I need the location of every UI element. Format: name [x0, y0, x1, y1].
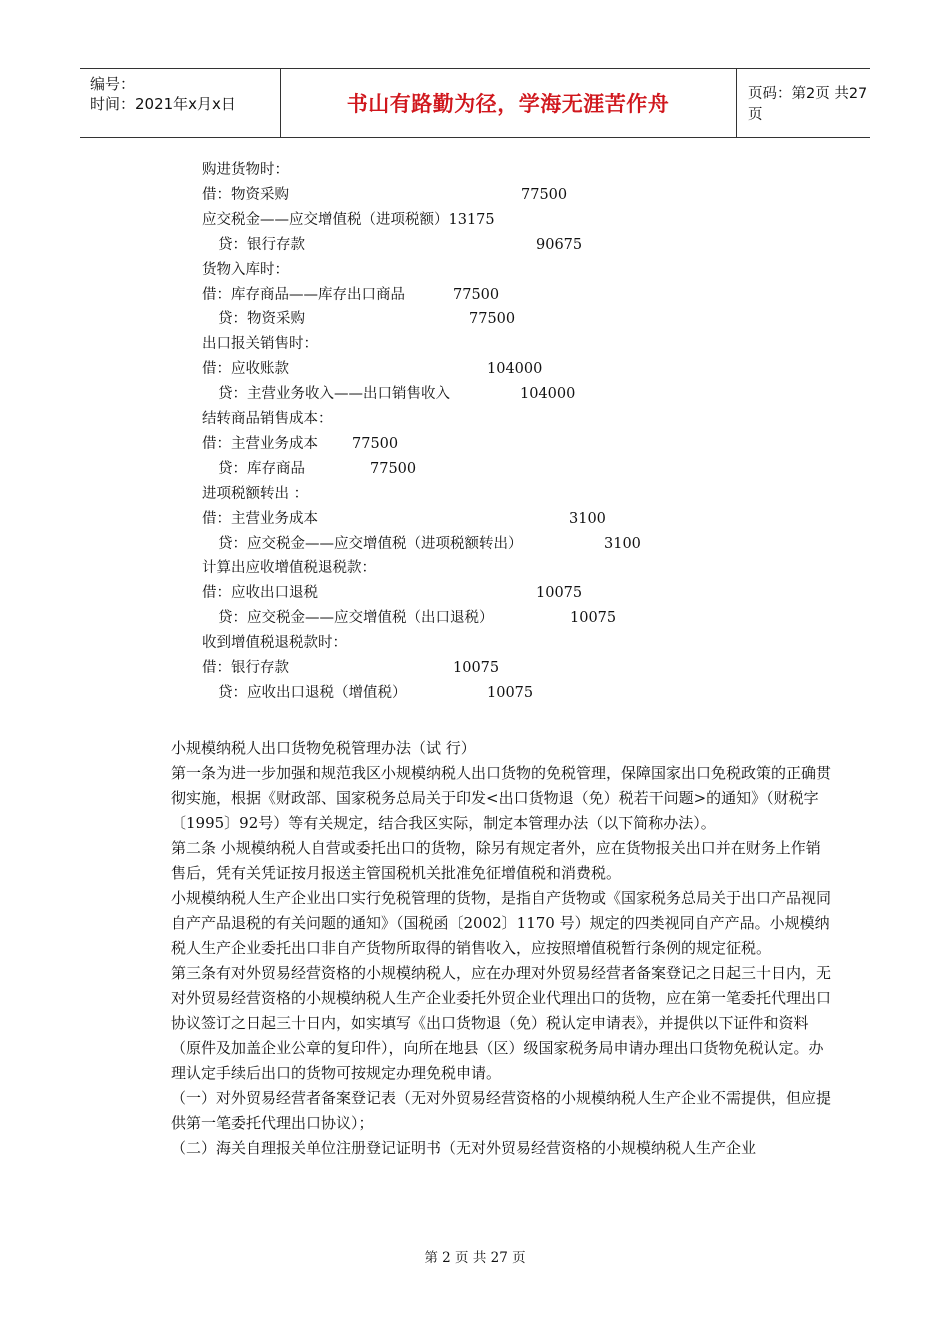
journal-line: 借：应收出口退税 — [202, 585, 318, 602]
header-page-cell — [736, 69, 870, 137]
journal-amount: 77500 — [370, 460, 417, 477]
paragraph-article-2: 第二条 小规模纳税人自营或委托出口的货物，除另有规定者外，应在货物报关出口并在财务上作销售后，凭有关凭证按月报送主管国税机关批准免征增值税和消费税。 — [171, 839, 821, 882]
journal-line: 贷：库存商品 — [218, 460, 305, 477]
header-table — [80, 68, 870, 138]
paragraph-self-produced: 小规模纳税人生产企业出口实行免税管理的货物，是指自产货物或《国家税务总局关于出口产品视同自产产品退税的有关问题的通知》（国税函〔2002〕1170 号）规定的四类视同自产产品。小规模纳税人生产企业委托出口非自产货物所取得的销售收入，应按照增值税暂行条例的规定征税。 — [171, 889, 832, 957]
paragraph-article-1: 第一条为进一步加强和规范我区小规模纳税人出口货物的免税管理，保障国家出口免税政策的正确贯彻实施，根据《财政部、国家税务总局关于印发<出口货物退（免）税若干问题>的通知》（财税字〔1995〕92号）等有关规定，结合我区实际，制定本管理办法（以下简称办法）。 — [171, 764, 832, 832]
journal-amount: 77500 — [453, 286, 500, 303]
journal-line: 借：物资采购 — [202, 186, 289, 203]
journal-amount: 10075 — [453, 660, 500, 676]
journal-line: 贷：主营业务收入——出口销售收入 — [218, 386, 450, 403]
journal-line: 借：库存商品——库存出口商品 — [202, 286, 405, 303]
journal-amount: 90675 — [536, 236, 583, 253]
journal-line: 贷：应收出口退税（增值税） — [218, 684, 407, 701]
paragraph-item-1: （一）对外贸易经营者备案登记表（无对外贸易经营资格的小规模纳税人生产企业不需提供，但应提供第一笔委托代理出口协议）； — [171, 1089, 832, 1132]
journal-line: 贷：应交税金——应交增值税（出口退税） — [218, 610, 494, 627]
journal-line: 贷：应交税金——应交增值税（进项税额转出） — [218, 535, 523, 552]
journal-line: 购进货物时： — [202, 162, 289, 178]
journal-line: 应交税金——应交增值税（进项税额）13175 — [202, 211, 495, 228]
motto-text: 书山有路勤为径，学海无涯苦作舟 — [346, 92, 670, 116]
journal-amount: 77500 — [352, 435, 399, 452]
page-footer: 第 2 页 共 27 页 — [424, 1250, 526, 1266]
date-label: 时间：2021年x月x日 — [90, 95, 236, 113]
journal-line: 借：应收账款 — [202, 361, 289, 378]
header-motto-cell — [280, 69, 737, 137]
journal-line: 出口报关销售时： — [202, 336, 318, 353]
journal-amount: 104000 — [520, 386, 576, 403]
header-left-cell — [80, 69, 281, 137]
journal-line: 借：主营业务成本 — [202, 510, 318, 527]
journal-amount: 10075 — [536, 585, 583, 602]
paragraph-article-3: 第三条有对外贸易经营资格的小规模纳税人，应在办理对外贸易经营者备案登记之日起三十日内，无对外贸易经营资格的小规模纳税人生产企业委托外贸企业代理出口的货物，应在第一笔委托代理出口协议签订之日起三十日内，如实填写《出口货物退（免）税认定申请表》，并提供以下证件和资料（原件及加盖企业公章的复印件），向所在地县（区）级国家税务局申请办理出口货物免税认定。办理认定手续后出口的货物可按规定办理免税申请。 — [171, 964, 832, 1082]
journal-line: 结转商品销售成本： — [202, 411, 333, 427]
paragraph-item-2: （二）海关自理报关单位注册登记证明书（无对外贸易经营资格的小规模纳税人生产企业 — [171, 1139, 757, 1157]
code-label: 编号： — [90, 75, 136, 93]
journal-amount: 10075 — [570, 610, 617, 627]
journal-line: 贷：银行存款 — [218, 236, 305, 253]
journal-amount: 104000 — [487, 361, 543, 378]
section-title: 小规模纳税人出口货物免税管理办法（试 行） — [171, 739, 476, 757]
journal-amount: 77500 — [469, 311, 516, 328]
journal-line: 借：主营业务成本 — [202, 435, 318, 452]
journal-line: 收到增值税退税款时： — [202, 635, 347, 652]
journal-line: 借：银行存款 — [202, 660, 289, 676]
body-text — [171, 736, 833, 1161]
page-label: 页码：第2页 共27页 — [748, 86, 868, 123]
journal-amount: 3100 — [604, 535, 641, 552]
journal-line: 进项税额转出 ： — [202, 485, 309, 502]
journal-line: 贷：物资采购 — [218, 311, 305, 328]
journal-amount: 10075 — [487, 684, 534, 701]
journal-amount: 77500 — [521, 186, 568, 203]
journal-line: 计算出应收增值税退税款： — [202, 560, 376, 577]
journal-line: 货物入库时： — [202, 261, 289, 278]
journal-amount: 3100 — [569, 510, 606, 527]
